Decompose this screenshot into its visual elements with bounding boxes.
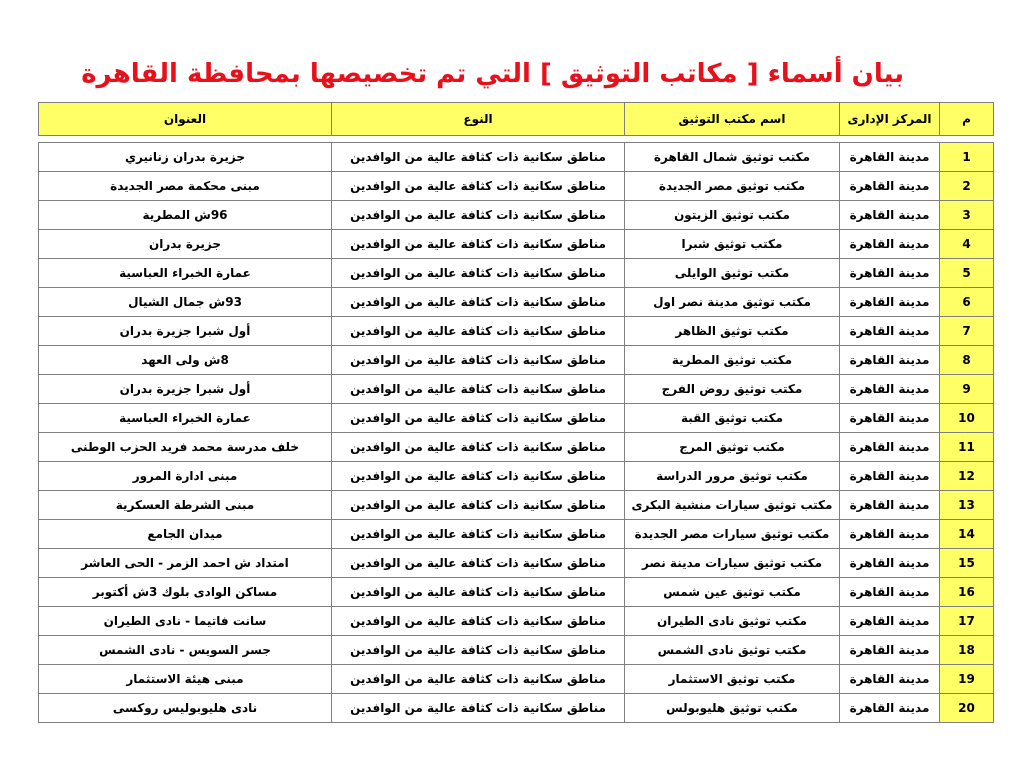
row-address: مبنى محكمة مصر الجديدة bbox=[39, 172, 332, 201]
row-office: مكتب توثيق عين شمس bbox=[625, 578, 840, 607]
row-num: 13 bbox=[940, 491, 994, 520]
row-type: مناطق سكانية ذات كثافة عالية من الوافدين bbox=[332, 230, 625, 259]
row-num: 17 bbox=[940, 607, 994, 636]
row-center: مدينة القاهرة bbox=[840, 491, 940, 520]
row-type: مناطق سكانية ذات كثافة عالية من الوافدين bbox=[332, 694, 625, 723]
row-address: مبنى هيئة الاستثمار bbox=[39, 665, 332, 694]
row-office: مكتب توثيق نادى الطيران bbox=[625, 607, 840, 636]
row-num: 9 bbox=[940, 375, 994, 404]
spacer-cell bbox=[840, 136, 940, 143]
row-center: مدينة القاهرة bbox=[840, 607, 940, 636]
row-office: مكتب توثيق المطرية bbox=[625, 346, 840, 375]
row-center: مدينة القاهرة bbox=[840, 346, 940, 375]
row-num: 12 bbox=[940, 462, 994, 491]
table-row bbox=[39, 462, 994, 491]
table-row bbox=[39, 317, 994, 346]
row-num: 2 bbox=[940, 172, 994, 201]
row-type: مناطق سكانية ذات كثافة عالية من الوافدين bbox=[332, 462, 625, 491]
row-type: مناطق سكانية ذات كثافة عالية من الوافدين bbox=[332, 433, 625, 462]
row-address: امتداد ش احمد الزمر - الحى العاشر bbox=[39, 549, 332, 578]
row-address: ميدان الجامع bbox=[39, 520, 332, 549]
row-address: مبنى ادارة المرور bbox=[39, 462, 332, 491]
row-address: سانت فاتيما - نادى الطيران bbox=[39, 607, 332, 636]
row-center: مدينة القاهرة bbox=[840, 636, 940, 665]
row-center: مدينة القاهرة bbox=[840, 288, 940, 317]
row-type: مناطق سكانية ذات كثافة عالية من الوافدين bbox=[332, 143, 625, 172]
row-type: مناطق سكانية ذات كثافة عالية من الوافدين bbox=[332, 491, 625, 520]
table-row bbox=[39, 549, 994, 578]
table-row bbox=[39, 636, 994, 665]
table-row bbox=[39, 404, 994, 433]
row-type: مناطق سكانية ذات كثافة عالية من الوافدين bbox=[332, 607, 625, 636]
row-center: مدينة القاهرة bbox=[840, 404, 940, 433]
row-office: مكتب توثيق مرور الدراسة bbox=[625, 462, 840, 491]
row-type: مناطق سكانية ذات كثافة عالية من الوافدين bbox=[332, 201, 625, 230]
row-num: 16 bbox=[940, 578, 994, 607]
row-address: 8ش ولى العهد bbox=[39, 346, 332, 375]
header-address: العنوان bbox=[39, 103, 332, 136]
table-row bbox=[39, 694, 994, 723]
row-type: مناطق سكانية ذات كثافة عالية من الوافدين bbox=[332, 578, 625, 607]
row-num: 14 bbox=[940, 520, 994, 549]
row-address: 93ش جمال الشيال bbox=[39, 288, 332, 317]
row-office: مكتب توثيق هليوبولس bbox=[625, 694, 840, 723]
row-address: مبنى الشرطة العسكرية bbox=[39, 491, 332, 520]
row-type: مناطق سكانية ذات كثافة عالية من الوافدين bbox=[332, 346, 625, 375]
table-row bbox=[39, 607, 994, 636]
header-type: النوع bbox=[332, 103, 625, 136]
row-center: مدينة القاهرة bbox=[840, 694, 940, 723]
row-office: مكتب توثيق مدينة نصر اول bbox=[625, 288, 840, 317]
row-type: مناطق سكانية ذات كثافة عالية من الوافدين bbox=[332, 549, 625, 578]
row-type: مناطق سكانية ذات كثافة عالية من الوافدين bbox=[332, 259, 625, 288]
row-num: 18 bbox=[940, 636, 994, 665]
row-office: مكتب توثيق القبة bbox=[625, 404, 840, 433]
row-num: 3 bbox=[940, 201, 994, 230]
row-center: مدينة القاهرة bbox=[840, 578, 940, 607]
table-row bbox=[39, 665, 994, 694]
row-office: مكتب توثيق شبرا bbox=[625, 230, 840, 259]
row-center: مدينة القاهرة bbox=[840, 433, 940, 462]
row-center: مدينة القاهرة bbox=[840, 375, 940, 404]
table-row bbox=[39, 491, 994, 520]
table-row bbox=[39, 172, 994, 201]
row-office: مكتب توثيق شمال القاهرة bbox=[625, 143, 840, 172]
row-center: مدينة القاهرة bbox=[840, 143, 940, 172]
row-num: 5 bbox=[940, 259, 994, 288]
row-office: مكتب توثيق المرج bbox=[625, 433, 840, 462]
row-office: مكتب توثيق مصر الجديدة bbox=[625, 172, 840, 201]
row-address: جزيرة بدران زنانيري bbox=[39, 143, 332, 172]
row-num: 6 bbox=[940, 288, 994, 317]
table-row bbox=[39, 201, 994, 230]
table-row bbox=[39, 520, 994, 549]
row-office: مكتب توثيق الظاهر bbox=[625, 317, 840, 346]
row-type: مناطق سكانية ذات كثافة عالية من الوافدين bbox=[332, 317, 625, 346]
row-center: مدينة القاهرة bbox=[840, 259, 940, 288]
table-row bbox=[39, 346, 994, 375]
row-type: مناطق سكانية ذات كثافة عالية من الوافدين bbox=[332, 375, 625, 404]
row-center: مدينة القاهرة bbox=[840, 549, 940, 578]
row-address: أول شبرا جزيرة بدران bbox=[39, 375, 332, 404]
row-type: مناطق سكانية ذات كثافة عالية من الوافدين bbox=[332, 665, 625, 694]
row-address: عمارة الخبراء العباسية bbox=[39, 259, 332, 288]
row-num: 19 bbox=[940, 665, 994, 694]
header-num: م bbox=[940, 103, 994, 136]
row-num: 20 bbox=[940, 694, 994, 723]
table-row bbox=[39, 433, 994, 462]
row-center: مدينة القاهرة bbox=[840, 520, 940, 549]
row-num: 15 bbox=[940, 549, 994, 578]
spacer-cell bbox=[940, 136, 994, 143]
row-type: مناطق سكانية ذات كثافة عالية من الوافدين bbox=[332, 172, 625, 201]
row-center: مدينة القاهرة bbox=[840, 201, 940, 230]
row-center: مدينة القاهرة bbox=[840, 462, 940, 491]
row-center: مدينة القاهرة bbox=[840, 230, 940, 259]
row-type: مناطق سكانية ذات كثافة عالية من الوافدين bbox=[332, 636, 625, 665]
row-center: مدينة القاهرة bbox=[840, 317, 940, 346]
table-header-row bbox=[39, 103, 994, 136]
spacer-cell bbox=[39, 136, 332, 143]
row-address: جزيرة بدران bbox=[39, 230, 332, 259]
row-center: مدينة القاهرة bbox=[840, 172, 940, 201]
row-office: مكتب توثيق سيارات مدينة نصر bbox=[625, 549, 840, 578]
row-address: مساكن الوادى بلوك 3ش أكتوبر bbox=[39, 578, 332, 607]
row-num: 1 bbox=[940, 143, 994, 172]
row-num: 7 bbox=[940, 317, 994, 346]
table-row bbox=[39, 375, 994, 404]
row-office: مكتب توثيق الاستثمار bbox=[625, 665, 840, 694]
row-address: 96ش المطرية bbox=[39, 201, 332, 230]
row-type: مناطق سكانية ذات كثافة عالية من الوافدين bbox=[332, 288, 625, 317]
row-office: مكتب توثيق نادى الشمس bbox=[625, 636, 840, 665]
spacer-cell bbox=[625, 136, 840, 143]
offices-table bbox=[38, 102, 994, 723]
table-row bbox=[39, 288, 994, 317]
row-num: 4 bbox=[940, 230, 994, 259]
header-office: اسم مكتب التوثيق bbox=[625, 103, 840, 136]
row-address: خلف مدرسة محمد فريد الحزب الوطنى bbox=[39, 433, 332, 462]
row-office: مكتب توثيق روض الفرج bbox=[625, 375, 840, 404]
row-address: أول شبرا جزيرة بدران bbox=[39, 317, 332, 346]
page-title: بيان أسماء [ مكاتب التوثيق ] التي تم تخصيصها بمحافظة القاهرة bbox=[81, 59, 904, 89]
header-center: المركز الإدارى bbox=[840, 103, 940, 136]
row-address: نادى هليوبوليس روكسى bbox=[39, 694, 332, 723]
row-num: 8 bbox=[940, 346, 994, 375]
row-type: مناطق سكانية ذات كثافة عالية من الوافدين bbox=[332, 404, 625, 433]
table-row bbox=[39, 230, 994, 259]
row-office: مكتب توثيق الزيتون bbox=[625, 201, 840, 230]
table-row bbox=[39, 578, 994, 607]
row-center: مدينة القاهرة bbox=[840, 665, 940, 694]
row-office: مكتب توثيق الوايلى bbox=[625, 259, 840, 288]
table-row bbox=[39, 259, 994, 288]
header-spacer bbox=[39, 136, 994, 143]
row-num: 10 bbox=[940, 404, 994, 433]
row-address: عمارة الخبراء العباسية bbox=[39, 404, 332, 433]
row-office: مكتب توثيق سيارات منشية البكرى bbox=[625, 491, 840, 520]
row-type: مناطق سكانية ذات كثافة عالية من الوافدين bbox=[332, 520, 625, 549]
row-address: جسر السويس - نادى الشمس bbox=[39, 636, 332, 665]
row-num: 11 bbox=[940, 433, 994, 462]
spacer-cell bbox=[332, 136, 625, 143]
table-row bbox=[39, 143, 994, 172]
row-office: مكتب توثيق سيارات مصر الجديدة bbox=[625, 520, 840, 549]
